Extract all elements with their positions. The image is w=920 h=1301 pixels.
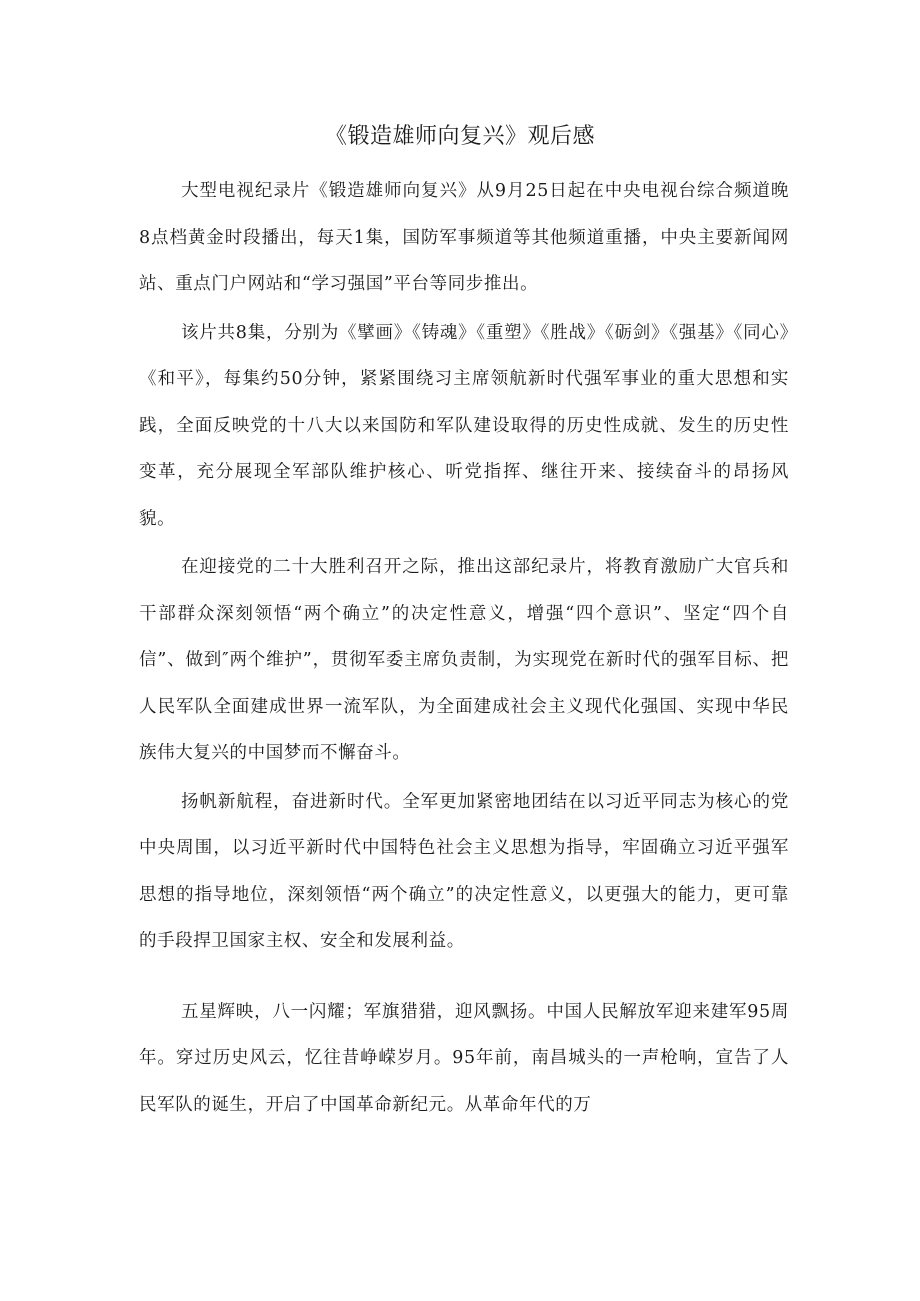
paragraph-anniversary: 五星辉映，八一闪耀；军旗猎猎，迎风飘扬。中国人民解放军迎来建军95周年。穿过历史风云，忆往昔峥嵘岁月。95年前，南昌城头的一声枪响，宣告了人民军队的诞生，开启了中国革命新纪元。从革命年代的万 xyxy=(139,1001,789,1115)
paragraph-broadcast-info: 大型电视纪录片《锻造雄师向复兴》从9月25日起在中央电视台综合频道晚8点档黄金时段播出，每天1集，国防军事频道等其他频道重播，中央主要新闻网站、重点门户网站和“学习强国”平台等同步推出。 xyxy=(139,181,789,294)
document-body xyxy=(139,168,789,1128)
paragraph-significance: 在迎接党的二十大胜利召开之际，推出这部纪录片，将教育激励广大官兵和干部群众深刻领悟“两个确立”的决定性意义，增强“四个意识”、坚定“四个自信”、做到″两个维护”，贯彻军委主席负责制，为实现党在新时代的强军目标、把人民军队全面建成世界一流军队，为全面建成社会主义现代化强国、实现中华民族伟大复兴的中国梦而不懈奋斗。 xyxy=(139,557,789,763)
paragraph-episodes: 该片共8集，分别为《擘画》《铸魂》《重塑》《胜战》《砺剑》《强基》《同心》《和平》，每集约50分钟，紧紧围绕习主席领航新时代强军事业的重大思想和实践，全面反映党的十八大以来国防和军队建设取得的历史性成就、发生的历史性变革，充分展现全军部队维护核心、听党指挥、继往开来、接续奋斗的昂扬风貌。 xyxy=(139,322,789,529)
document-title: 《锻造雄师向复兴》观后感 xyxy=(324,124,595,149)
paragraph-new-era: 扬帆新航程，奋进新时代。全军更加紧密地团结在以习近平同志为核心的党中央周围，以习近平新时代中国特色社会主义思想为指导，牢固确立习近平强军思想的指导地位，深刻领悟“两个确立”的决定性意义，以更强大的能力，更可靠的手段捍卫国家主权、安全和发展利益。 xyxy=(139,791,789,951)
